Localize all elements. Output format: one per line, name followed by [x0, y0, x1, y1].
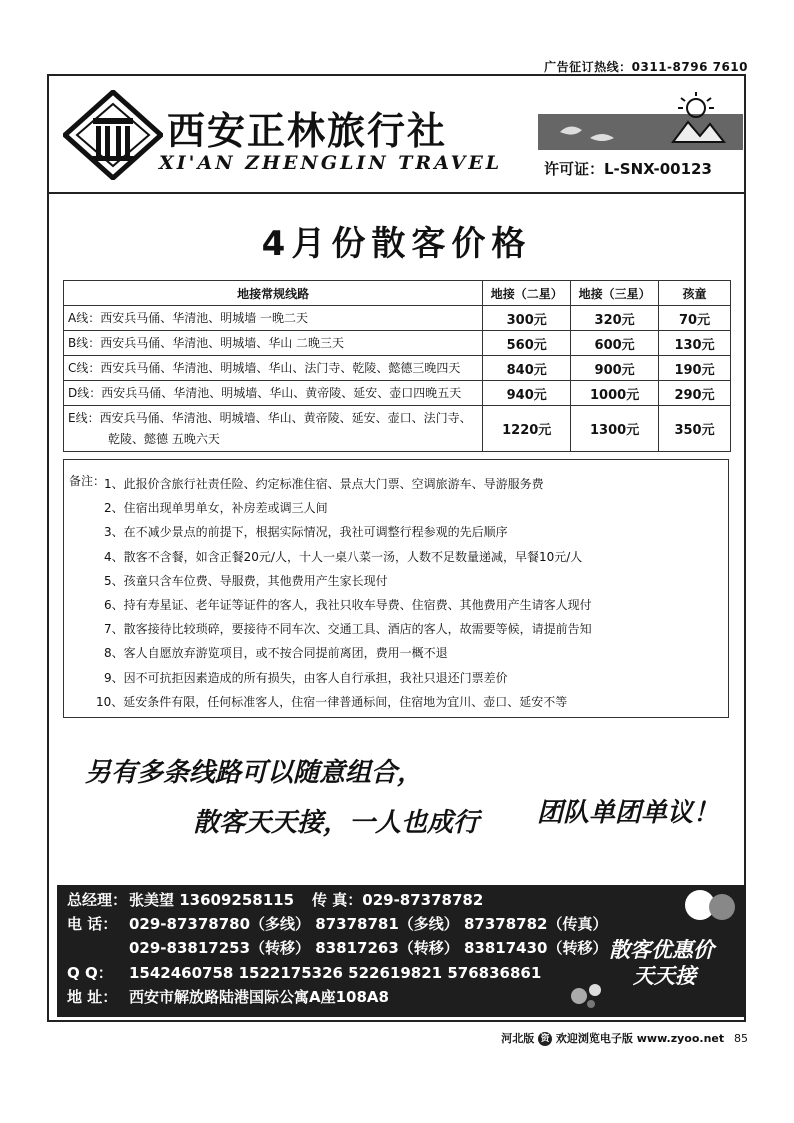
price-two-star: 840元	[483, 356, 571, 381]
license-number: 许可证：L-SNX-00123	[544, 160, 712, 178]
agency-header	[49, 76, 744, 194]
manager-label: 总经理：	[67, 891, 128, 909]
manager-value: 张美望 13609258115	[129, 891, 295, 909]
price-child: 70元	[659, 306, 731, 331]
route-line-continued: 乾陵、懿德 五晚六天	[108, 431, 220, 446]
price-child: 290元	[659, 381, 731, 406]
note-item: 6、持有寿星证、老年证等证件的客人，我社只收车导费、住宿费、其他费用产生请客人现付	[104, 597, 592, 612]
address-row	[67, 986, 389, 1007]
brand-name-en: XI'AN ZHENGLIN TRAVEL	[159, 152, 503, 174]
price-three-star: 1000元	[571, 381, 659, 406]
phone-row-2	[67, 937, 607, 958]
fax-label: 传 真：	[312, 891, 363, 909]
column-header: 孩童	[659, 281, 731, 306]
price-two-star: 300元	[483, 306, 571, 331]
notes-label: 备注：	[69, 474, 106, 488]
ad-hotline: 广告征订热线：0311-8796 7610	[544, 60, 748, 74]
promo-line-1: 散客优惠价	[609, 937, 714, 962]
site-url: www.zyoo.net	[636, 1032, 725, 1045]
promo-text	[609, 937, 714, 989]
qq-label: Q Q：	[67, 964, 113, 982]
edition-label: 河北版	[501, 1032, 535, 1045]
agency-logo-icon	[63, 90, 163, 180]
badge-icon: 资	[538, 1032, 552, 1046]
address-label: 地 址：	[67, 988, 118, 1006]
route-cell	[64, 406, 483, 452]
price-three-star: 1300元	[571, 406, 659, 452]
note-item: 2、住宿出现单男单女，补房差或调三人间	[104, 501, 328, 516]
slogan-group-quote: 团队单团单议！	[537, 798, 720, 828]
welcome-text: 欢迎浏览电子版	[555, 1032, 633, 1045]
note-item: 7、散客接待比较琐碎，要接待不同车次、交通工具、酒店的客人，故需要等候，请提前告知	[104, 622, 592, 637]
table-row	[64, 356, 731, 381]
table-row	[64, 306, 731, 331]
route-line: E线：西安兵马俑、华清池、明城墙、华山、黄帝陵、延安、壶口、法门寺、	[68, 410, 472, 425]
route-cell: C线：西安兵马俑、华清池、明城墙、华山、法门寺、乾陵、懿德三晚四天	[64, 356, 483, 381]
notes-list	[96, 472, 592, 714]
phone-label: 电 话：	[67, 915, 118, 933]
route-cell: A线：西安兵马俑、华清池、明城墙 一晚二天	[64, 306, 483, 331]
qq-row	[67, 962, 541, 983]
ad-frame	[47, 74, 746, 1022]
decorative-circles-icon	[678, 885, 738, 925]
page-footer	[501, 1030, 748, 1046]
price-two-star: 560元	[483, 331, 571, 356]
slogan-combinations: 另有多条线路可以随意组合，	[85, 758, 424, 788]
page-title: 4月份散客价格	[261, 224, 532, 264]
page-number: 85	[734, 1032, 748, 1045]
phone-value-2: 029-83817253（转移） 83817263（转移） 83817430（转移）	[129, 939, 608, 957]
sun-mountain-icon	[538, 92, 743, 154]
decorative-bubbles-icon	[567, 980, 607, 1010]
price-child: 350元	[659, 406, 731, 452]
notes-box	[63, 459, 729, 718]
price-three-star: 600元	[571, 331, 659, 356]
phone-row	[67, 913, 607, 934]
price-child: 190元	[659, 356, 731, 381]
price-table	[63, 280, 731, 452]
route-cell: D线：西安兵马俑、华清池、明城墙、华山、黄帝陵、延安、壶口四晚五天	[64, 381, 483, 406]
table-row	[64, 381, 731, 406]
table-row	[64, 406, 731, 452]
price-child: 130元	[659, 331, 731, 356]
price-two-star: 1220元	[483, 406, 571, 452]
price-three-star: 320元	[571, 306, 659, 331]
price-three-star: 900元	[571, 356, 659, 381]
price-two-star: 940元	[483, 381, 571, 406]
table-header-row	[64, 281, 731, 306]
contact-panel	[57, 885, 746, 1017]
phone-value: 029-87378780（多线） 87378781（多线） 87378782（传真）	[129, 915, 608, 933]
column-header: 地接（二星）	[483, 281, 571, 306]
note-item: 1、此报价含旅行社责任险、约定标准住宿、景点大门票、空调旅游车、导游服务费	[104, 477, 544, 491]
table-row	[64, 331, 731, 356]
column-header: 地接常规线路	[64, 281, 483, 306]
note-item: 10、延安条件有限，任何标准客人，住宿一律普通标间，住宿地为宜川、壶口、延安不等	[96, 694, 568, 709]
note-item: 8、客人自愿放弃游览项目，或不按合同提前离团，费用一概不退	[104, 646, 448, 661]
route-cell: B线：西安兵马俑、华清池、明城墙、华山 二晚三天	[64, 331, 483, 356]
slogan-daily-pickup: 散客天天接，一人也成行	[193, 808, 480, 838]
note-item: 3、在不减少景点的前提下，根据实际情况，我社可调整行程参观的先后顺序	[104, 525, 508, 540]
note-item: 4、散客不含餐，如含正餐20元/人，十人一桌八菜一汤，人数不足数量递减，早餐10元/人	[104, 549, 583, 564]
brand-name-cn: 西安正林旅行社	[167, 108, 448, 153]
address-value: 西安市解放路陆港国际公寓A座108A8	[129, 988, 389, 1006]
promo-line-2: 天天接	[633, 963, 696, 988]
fax-value: 029-87378782	[362, 891, 484, 909]
note-item: 9、因不可抗拒因素造成的所有损失，由客人自行承担，我社只退还门票差价	[104, 670, 508, 685]
manager-row	[67, 889, 483, 910]
qq-value: 1542460758 1522175326 522619821 576836861	[129, 964, 542, 982]
note-item: 5、孩童只含车位费、导服费，其他费用产生家长现付	[104, 573, 388, 588]
column-header: 地接（三星）	[571, 281, 659, 306]
